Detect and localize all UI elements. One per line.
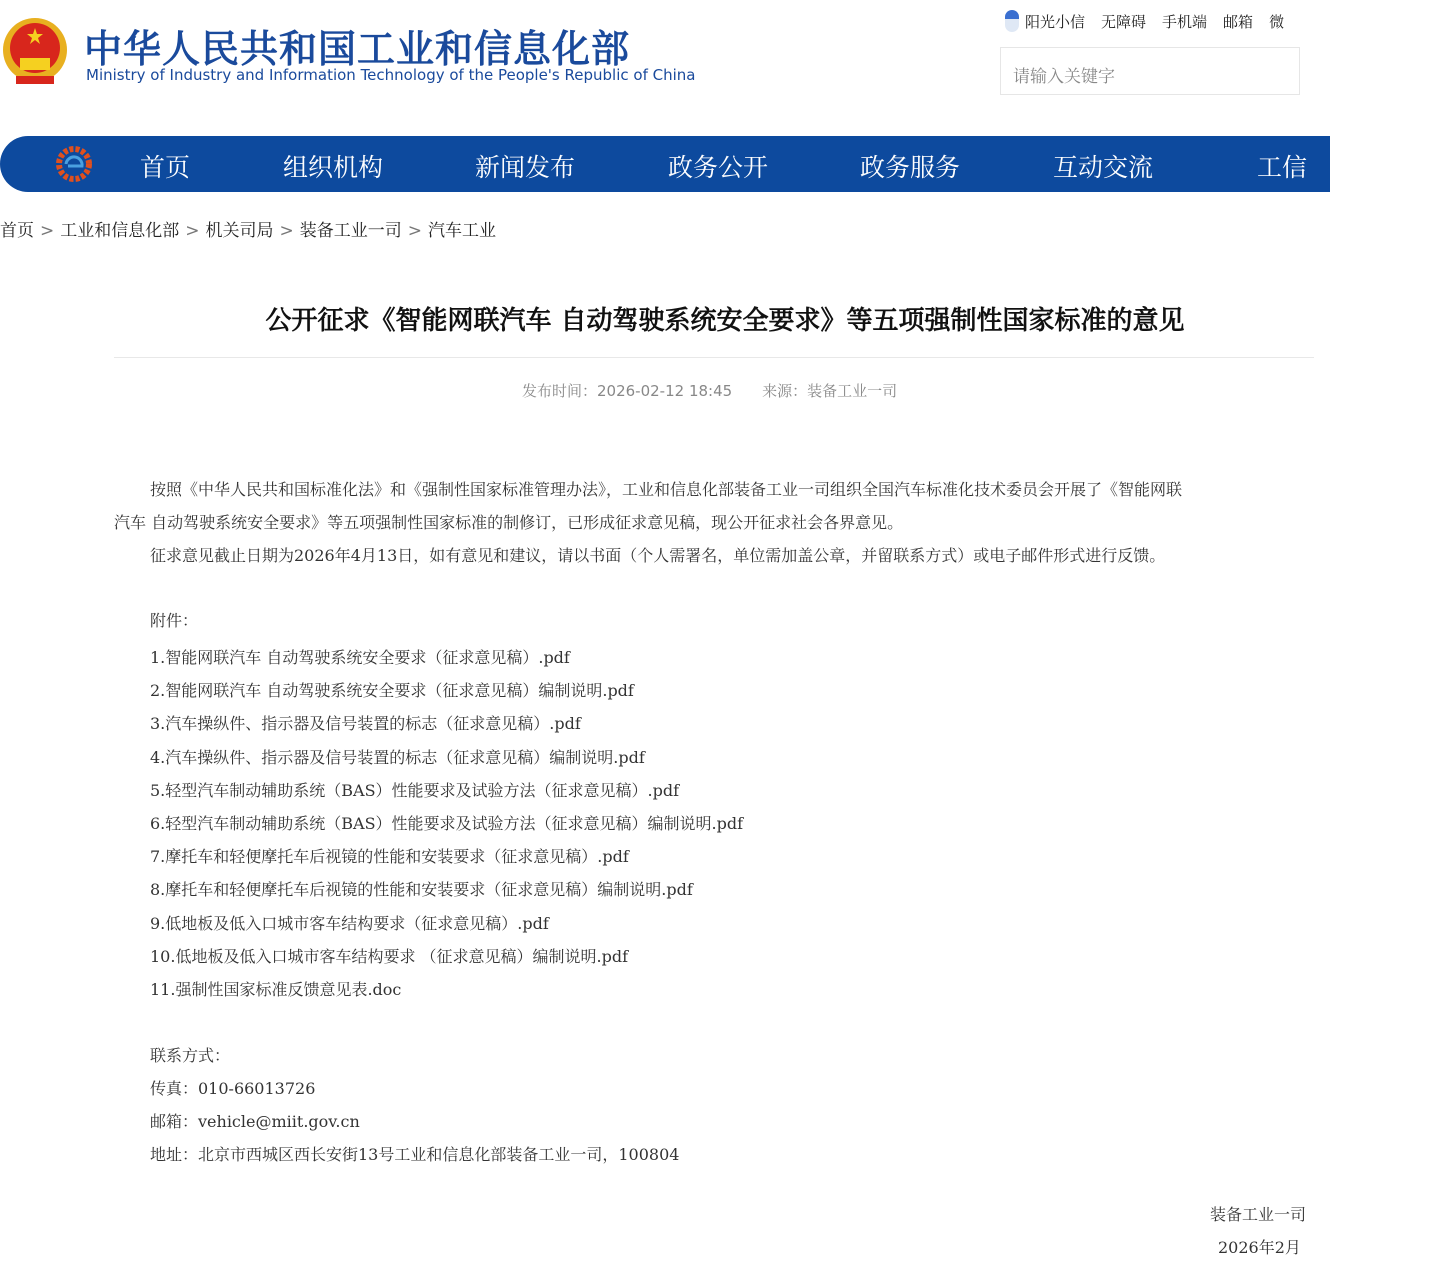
attachment-link[interactable]: 4.汽车操纵件、指示器及信号装置的标志（征求意见稿）编制说明.pdf — [150, 747, 645, 767]
crumb-sep: > — [279, 221, 294, 241]
main-nav — [0, 136, 1330, 192]
national-emblem-logo — [2, 14, 68, 90]
signature-date: 2026年2月 — [1218, 1238, 1301, 1257]
crumb-auto[interactable]: 汽车工业 — [428, 221, 496, 241]
attachment-link[interactable]: 5.轻型汽车制动辅助系统（BAS）性能要求及试验方法（征求意见稿）.pdf — [150, 780, 680, 800]
breadcrumb — [0, 216, 496, 241]
nav-organization[interactable]: 组织机构 — [282, 153, 384, 182]
attachment-link[interactable]: 6.轻型汽车制动辅助系统（BAS）性能要求及试验方法（征求意见稿）编制说明.pdf — [150, 814, 744, 834]
nav-home[interactable]: 首页 — [139, 153, 191, 182]
attachment-link[interactable]: 1.智能网联汽车 自动驾驶系统安全要求（征求意见稿）.pdf — [150, 648, 570, 667]
link-mobile[interactable]: 手机端 — [1162, 12, 1208, 31]
article-title: 公开征求《智能网联汽车 自动驾驶系统安全要求》等五项强制性国家标准的意见 — [265, 306, 1185, 336]
nav-logo-icon — [56, 146, 92, 182]
link-weibo[interactable]: 微 — [1269, 12, 1285, 31]
link-mail[interactable]: 邮箱 — [1223, 12, 1254, 31]
site-title: 中华人民共和国工业和信息化部 — [84, 27, 631, 71]
link-sunshine[interactable]: 阳光小信 — [1025, 12, 1086, 31]
nav-government-affairs[interactable]: 政务公开 — [667, 153, 769, 182]
crumb-equipment-dept[interactable]: 装备工业一司 — [299, 221, 402, 241]
contact-section — [150, 1039, 679, 1171]
attachment-list — [150, 641, 743, 1006]
attachment-link[interactable]: 11.强制性国家标准反馈意见表.doc — [150, 980, 402, 1000]
attachment-link[interactable]: 7.摩托车和轻便摩托车后视镜的性能和安装要求（征求意见稿）.pdf — [150, 847, 629, 867]
article-meta: 发布时间：2026-02-12 18:45 来源：装备工业一司 — [522, 382, 898, 400]
nav-services[interactable]: 政务服务 — [859, 153, 961, 182]
nav-gongxin[interactable]: 工信 — [1256, 153, 1308, 182]
attachment-link[interactable]: 8.摩托车和轻便摩托车后视镜的性能和安装要求（征求意见稿）编制说明.pdf — [150, 880, 693, 900]
paragraph-1-line-1: 按照《中华人民共和国标准化法》和《强制性国家标准管理办法》，工业和信息化部装备工业一司组织全国汽车标准化技术委员会开展了《智能网联 — [150, 480, 1183, 499]
attachment-link[interactable]: 2.智能网联汽车 自动驾驶系统安全要求（征求意见稿）编制说明.pdf — [150, 681, 634, 701]
divider — [114, 357, 1314, 358]
sunshine-xiaoxin-icon — [1005, 10, 1019, 32]
contact-label: 联系方式： — [150, 1046, 231, 1065]
crumb-home[interactable]: 首页 — [0, 221, 34, 241]
attachment-link[interactable]: 9.低地板及低入口城市客车结构要求（征求意见稿）.pdf — [150, 913, 549, 933]
paragraph-1-line-2: 汽车 自动驾驶系统安全要求》等五项强制性国家标准的制修订，已形成征求意见稿，现公开征求社会各界意见。 — [114, 513, 904, 532]
contact-address: 地址：北京市西城区西长安街13号工业和信息化部装备工业一司，100804 — [150, 1145, 680, 1164]
crumb-sep: > — [40, 221, 55, 241]
nav-news[interactable]: 新闻发布 — [474, 153, 576, 182]
nav-interaction[interactable]: 互动交流 — [1052, 153, 1154, 182]
crumb-departments[interactable]: 机关司局 — [205, 221, 274, 241]
attachment-link[interactable]: 10.低地板及低入口城市客车结构要求 （征求意见稿）编制说明.pdf — [150, 946, 629, 966]
link-accessibility[interactable]: 无障碍 — [1101, 12, 1147, 31]
contact-fax: 传真：010-66013726 — [150, 1079, 316, 1098]
crumb-miit[interactable]: 工业和信息化部 — [60, 221, 180, 241]
signature: 装备工业一司 — [1210, 1205, 1307, 1224]
paragraph-2: 征求意见截止日期为2026年4月13日，如有意见和建议，请以书面（个人需署名，单位需加盖公章，并留联系方式）或电子邮件形式进行反馈。 — [150, 546, 1166, 565]
top-links — [1005, 10, 1284, 32]
attachments-label: 附件： — [150, 611, 199, 630]
crumb-sep: > — [407, 221, 422, 241]
attachment-link[interactable]: 3.汽车操纵件、指示器及信号装置的标志（征求意见稿）.pdf — [150, 714, 581, 734]
crumb-sep: > — [185, 221, 200, 241]
site-subtitle: Ministry of Industry and Information Technology of the People's Republic of China — [86, 66, 696, 84]
search-input[interactable]: 请输入关键字 — [1000, 47, 1300, 95]
contact-email: 邮箱：vehicle@miit.gov.cn — [150, 1112, 360, 1131]
